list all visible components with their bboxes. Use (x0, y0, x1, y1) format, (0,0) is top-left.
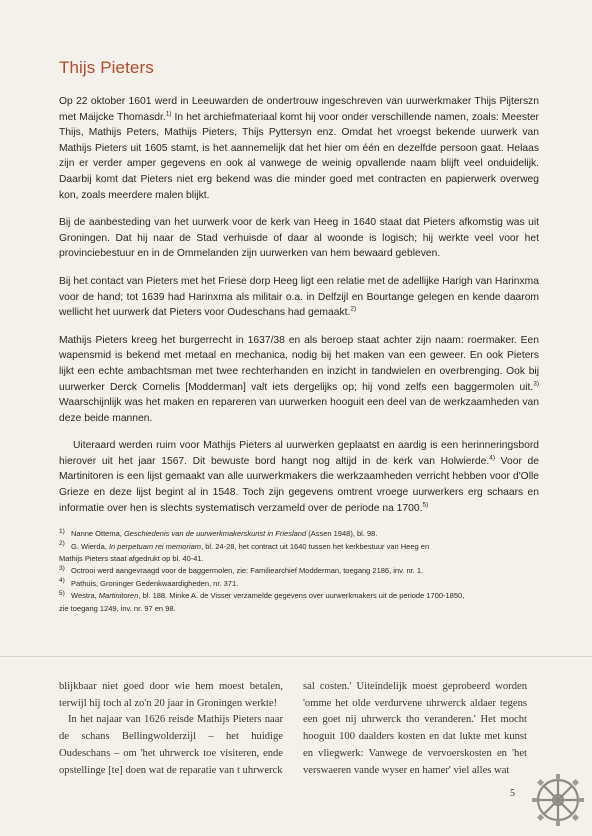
paragraph-5: Uiteraard werden ruim voor Mathijs Pieters al uurwerken geplaatst en aardig is een herinneringsbord hierover uit het jaar 1567. Dit bewuste bord hangt nog altijd in de kerk van Holwierde.$^{4)}$ Voor de Martinitoren is een lijst gemaakt van alle uurwerkmakers die werkzaamheden verricht hebben voor d'Olle Grieze en deze lijst begint al in 1548. Toch zijn gegevens omtrent vroege uurwerkers erg schaars en informatie over hen is slechts systematisch verzameld over de periode na 1700.$^{5)}$ (59, 440, 539, 514)
lower-section (59, 679, 527, 779)
column-paragraph: sal costen.' Uiteindelijk moest geprobeerd worden 'omme het olde verdurvene uhrwerck aldaer tegens een goet nij uhrwerck tho veranderen.' Het mocht hooguit 100 daalders kosten en dat lukte met kunst en vliegwerk: Vanwege de vervoerskosten en 'het verswaeren vande wyser en hamer' viel alles wat (303, 681, 527, 776)
footnote-ref-1[interactable]: 1) (165, 110, 172, 118)
section-divider (0, 656, 592, 657)
footnote-item: $^{2)}$ G. Wierda, In perpetuam rei memoriam, bl. 24-28, het contract uit 1640 tussen het kerkbestuur van Heeg en (59, 540, 430, 551)
upper-section (59, 58, 539, 615)
column-left (59, 679, 283, 779)
footnote-ref-4[interactable]: 4) (489, 454, 496, 462)
page-title: Thijs Pieters (59, 58, 154, 77)
footnote-item: $^{1)}$ Nanne Ottema, Geschiedenis van de uurwerkmakerskunst in Friesland (Assen 1948), bl. 98. (59, 527, 378, 539)
column-paragraph: blijkbaar niet goed door wie hem moest betalen, terwijl hij toch al zo'n 20 jaar in Groningen werkte! (59, 681, 283, 709)
footnote-ref-3[interactable]: 3) (533, 380, 539, 388)
footnote-item: $^{3)}$ Octrooi werd aangevraagd voor de baggermolen, zie: Familiearchief Modderman, toegang 2186, inv. nr. 1. (59, 564, 424, 576)
paragraph-1: Op 22 oktober 1601 werd in Leeuwarden de ondertrouw ingeschreven van uurwerkmaker Thijs Pijterszn met Maijcke Thomasdr.$^{1)}$ In het archiefmateriaal komt hij voor onder verschillende namen, zoals: Meester Thijs, Mathijs Peters, Mathijs Pieters, Thijs Pyttersyn enz. Omdat het vroegst bekende uurwerk van Mathijs Pieters uit 1605 stamt, is het aannemelijk dat het hier om één en dezelfde persoon gaat. Helaas zijn er verder amper gegevens en ook al vanwege de weinig opvallende naam blijft veel onduidelijk. Daarbij komt dat Pieters niet erg bekend was die minder goed met contracten en papierwerk overweg kon, zoals meerdere malen blijkt. (59, 96, 539, 201)
page-number: 5 (510, 788, 515, 799)
gear-wheel-icon (530, 772, 586, 828)
footnotes (59, 528, 539, 615)
paragraph-2: Bij de aanbesteding van het uurwerk voor de kerk van Heeg in 1640 staat dat Pieters afkomstig was uit Groningen. Dat hij naar de Stad verhuisde of daar al woonde is logisch; hij werkte veel voor het provinciebestuur en in de Ommelanden zijn uurwerken van hem bewaard gebleven. (59, 217, 539, 260)
paragraph-3: Bij het contact van Pieters met het Friese dorp Heeg ligt een relatie met de adellijke Harigh van Harinxma voor de hand; tot 1639 had Harinxma als militair o.a. in Delfzijl en Bourtange gelegen en kende daarom wellicht het uurwerk dat Pieters voor Oudeschans had gemaakt.$^{2)}$ (59, 275, 539, 319)
paragraph-4: Mathijs Pieters kreeg het burgerrecht in 1637/38 en als beroep staat achter zijn naam: roermaker. Een wapensmid is bekend met metaal en mechanica, nodig bij het maken van een geweer. En ook Pieters lijkt een echte ambachtsman met twee rechterhanden en inzicht in tandwielen en overbrenging. Ook bij uurwerker Derck Cornelis [Modderman] valt iets dergelijks op; hij vond zelfs een baggermolen uit.$^{3)}$ Waarschijnlijk was het maken en repareren van uurwerken hooguit een deel van de werkzaamheden van deze beide mannen. (59, 334, 539, 424)
footnote-item: $^{4)}$ Pathuis, Groninger Gedenkwaardigheden, nr. 371. (59, 577, 239, 588)
column-right (303, 679, 527, 779)
footnote-ref-5[interactable]: 5) (422, 501, 429, 509)
footnote-item: $^{5)}$ Westra, Martinitoren, bl. 188. Minke A. de Visser verzamelde gegevens over uurwerkmakers uit de periode 1700-1850, (59, 589, 465, 601)
column-paragraph: In het najaar van 1626 reisde Mathijs Pieters naar de schans Bellingwolderzijl – het huidige Oudeschans – om 'het uhrwerck toe visiteren, ende opstellinge [te] doen wat de reparatie van t uhrwerck (59, 714, 283, 776)
footnote-continuation: Mathijs Pieters staat afgedrukt op bl. 40-41. (59, 554, 204, 564)
footnote-ref-2[interactable]: 2) (350, 305, 357, 313)
footnote-continuation: zie toegang 1249, inv. nr. 97 en 98. (59, 603, 176, 613)
